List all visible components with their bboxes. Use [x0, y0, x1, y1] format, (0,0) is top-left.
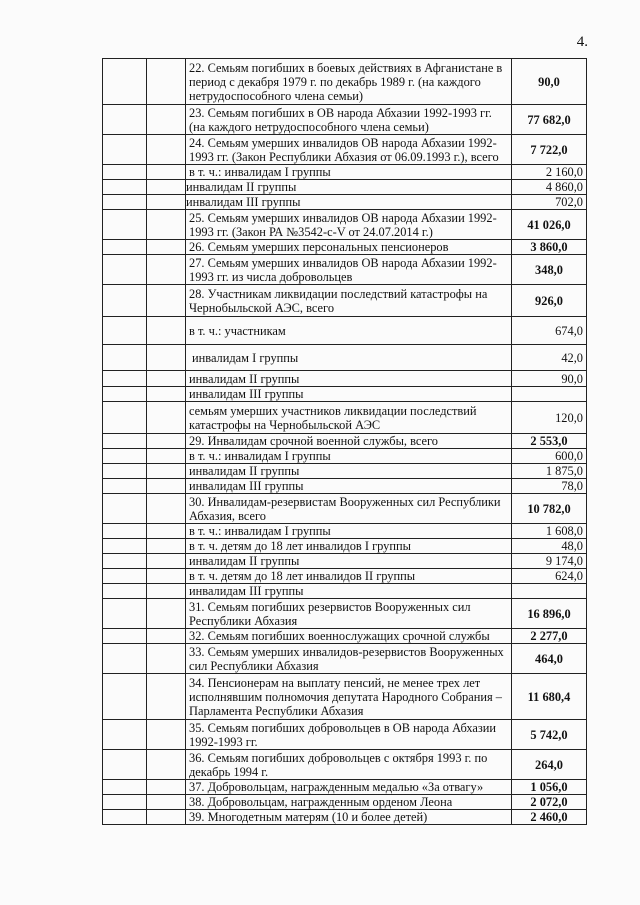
empty-cell: [103, 371, 147, 387]
row-amount: 674,0: [512, 317, 587, 345]
empty-cell: [147, 539, 186, 554]
row-description: 24. Семьям умерших инвалидов ОВ народа Абхазии 1992-1993 гг. (Закон Республики Абхазия от 06.09.1993 г.), всего: [186, 135, 512, 165]
table-row: [103, 449, 587, 464]
empty-cell: [147, 599, 186, 629]
empty-cell: [147, 810, 186, 825]
table-row: [103, 584, 587, 599]
empty-cell: [103, 795, 147, 810]
empty-cell: [147, 135, 186, 165]
empty-cell: [147, 105, 186, 135]
row-description: инвалидам II группы: [186, 554, 512, 569]
empty-cell: [103, 387, 147, 402]
row-description: 33. Семьям умерших инвалидов-резервистов Вооруженных сил Республики Абхазия: [186, 644, 512, 674]
empty-cell: [103, 494, 147, 524]
table-row: [103, 387, 587, 402]
empty-cell: [147, 387, 186, 402]
row-description: 34. Пенсионерам на выплату пенсий, не менее трех лет исполнявшим полномочия депутата Народного Собрания – Парламента Республики Абхазия: [186, 674, 512, 720]
table-row: [103, 210, 587, 240]
empty-cell: [103, 285, 147, 317]
empty-cell: [147, 371, 186, 387]
empty-cell: [103, 584, 147, 599]
table-row: [103, 464, 587, 479]
empty-cell: [147, 240, 186, 255]
table-row: [103, 810, 587, 825]
row-description: 36. Семьям погибших добровольцев с октября 1993 г. по декабрь 1994 г.: [186, 750, 512, 780]
table-row: [103, 255, 587, 285]
row-amount: 1 608,0: [512, 524, 587, 539]
row-amount: 90,0: [512, 371, 587, 387]
empty-cell: [103, 59, 147, 105]
table-row: [103, 371, 587, 387]
empty-cell: [147, 524, 186, 539]
empty-cell: [103, 240, 147, 255]
table-row: [103, 720, 587, 750]
row-description: инвалидам I группы: [186, 345, 512, 371]
empty-cell: [103, 195, 147, 210]
row-amount: [512, 584, 587, 599]
table-row: [103, 59, 587, 105]
row-description: в т. ч.: инвалидам I группы: [186, 449, 512, 464]
row-amount: 2 277,0: [512, 629, 587, 644]
budget-table: [102, 58, 587, 825]
row-description: 28. Участникам ликвидации последствий катастрофы на Чернобыльской АЭС, всего: [186, 285, 512, 317]
row-amount: 7 722,0: [512, 135, 587, 165]
empty-cell: [147, 285, 186, 317]
row-description: в т. ч. детям до 18 лет инвалидов I группы: [186, 539, 512, 554]
empty-cell: [103, 255, 147, 285]
row-amount: 10 782,0: [512, 494, 587, 524]
row-amount: 78,0: [512, 479, 587, 494]
empty-cell: [147, 569, 186, 584]
empty-cell: [147, 317, 186, 345]
row-description: инвалидам III группы: [186, 387, 512, 402]
empty-cell: [147, 720, 186, 750]
row-description: 30. Инвалидам-резервистам Вооруженных сил Республики Абхазия, всего: [186, 494, 512, 524]
row-amount: 41 026,0: [512, 210, 587, 240]
table-row: [103, 795, 587, 810]
row-amount: 11 680,4: [512, 674, 587, 720]
table-row: [103, 479, 587, 494]
empty-cell: [147, 345, 186, 371]
table-row: [103, 494, 587, 524]
empty-cell: [103, 644, 147, 674]
table-row: [103, 165, 587, 180]
empty-cell: [103, 464, 147, 479]
empty-cell: [147, 479, 186, 494]
empty-cell: [103, 569, 147, 584]
row-amount: 264,0: [512, 750, 587, 780]
empty-cell: [147, 180, 186, 195]
empty-cell: [103, 345, 147, 371]
empty-cell: [147, 402, 186, 434]
table-row: [103, 402, 587, 434]
table-row: [103, 750, 587, 780]
row-amount: 48,0: [512, 539, 587, 554]
row-description: 25. Семьям умерших инвалидов ОВ народа Абхазии 1992-1993 гг. (Закон РА №3542-с-V от 24.07.2014 г.): [186, 210, 512, 240]
row-description: 35. Семьям погибших добровольцев в ОВ народа Абхазии 1992-1993 гг.: [186, 720, 512, 750]
row-amount: 464,0: [512, 644, 587, 674]
empty-cell: [147, 464, 186, 479]
row-amount: 42,0: [512, 345, 587, 371]
empty-cell: [147, 674, 186, 720]
row-description: в т. ч.: инвалидам I группы: [186, 165, 512, 180]
row-description: инвалидам III группы: [186, 584, 512, 599]
empty-cell: [103, 105, 147, 135]
row-description: инвалидам II группы: [186, 180, 512, 195]
empty-cell: [103, 524, 147, 539]
table-row: [103, 629, 587, 644]
row-description: 39. Многодетным матерям (10 и более детей): [186, 810, 512, 825]
row-amount: 120,0: [512, 402, 587, 434]
row-description: семьям умерших участников ликвидации последствий катастрофы на Чернобыльской АЭС: [186, 402, 512, 434]
table-row: [103, 569, 587, 584]
row-description: в т. ч.: инвалидам I группы: [186, 524, 512, 539]
table-row: [103, 780, 587, 795]
empty-cell: [147, 449, 186, 464]
page-number: 4.: [576, 34, 588, 50]
table-row: [103, 180, 587, 195]
table-row: [103, 599, 587, 629]
empty-cell: [147, 584, 186, 599]
row-description: 38. Добровольцам, награжденным орденом Леона: [186, 795, 512, 810]
empty-cell: [147, 494, 186, 524]
empty-cell: [103, 810, 147, 825]
empty-cell: [103, 554, 147, 569]
empty-cell: [103, 449, 147, 464]
table-row: [103, 105, 587, 135]
row-amount: 2 460,0: [512, 810, 587, 825]
table-row: [103, 240, 587, 255]
row-amount: 4 860,0: [512, 180, 587, 195]
empty-cell: [103, 674, 147, 720]
row-description: 27. Семьям умерших инвалидов ОВ народа Абхазии 1992-1993 гг. из числа добровольцев: [186, 255, 512, 285]
empty-cell: [147, 750, 186, 780]
row-description: 29. Инвалидам срочной военной службы, всего: [186, 434, 512, 449]
row-amount: 3 860,0: [512, 240, 587, 255]
empty-cell: [103, 317, 147, 345]
row-amount: 2 072,0: [512, 795, 587, 810]
empty-cell: [103, 180, 147, 195]
row-description: 37. Добровольцам, награжденным медалью «За отвагу»: [186, 780, 512, 795]
empty-cell: [103, 135, 147, 165]
empty-cell: [147, 210, 186, 240]
row-amount: 2 160,0: [512, 165, 587, 180]
table-row: [103, 135, 587, 165]
table-row: [103, 285, 587, 317]
table-row: [103, 345, 587, 371]
empty-cell: [103, 599, 147, 629]
row-amount: 600,0: [512, 449, 587, 464]
row-description: 22. Семьям погибших в боевых действиях в Афганистане в период с декабря 1979 г. по декабрь 1989 г. (на каждого нетрудоспособного члена семьи): [186, 59, 512, 105]
row-description: 23. Семьям погибших в ОВ народа Абхазии 1992-1993 гг. (на каждого нетрудоспособного члена семьи): [186, 105, 512, 135]
empty-cell: [103, 720, 147, 750]
table-row: [103, 524, 587, 539]
budget-table-body: [103, 59, 587, 825]
empty-cell: [103, 434, 147, 449]
row-amount: 77 682,0: [512, 105, 587, 135]
table-row: [103, 674, 587, 720]
row-description: инвалидам II группы: [186, 371, 512, 387]
empty-cell: [103, 402, 147, 434]
empty-cell: [103, 479, 147, 494]
row-description: 26. Семьям умерших персональных пенсионеров: [186, 240, 512, 255]
empty-cell: [103, 165, 147, 180]
empty-cell: [147, 255, 186, 285]
row-description: инвалидам II группы: [186, 464, 512, 479]
empty-cell: [103, 780, 147, 795]
empty-cell: [147, 780, 186, 795]
row-amount: 5 742,0: [512, 720, 587, 750]
empty-cell: [147, 554, 186, 569]
row-amount: 348,0: [512, 255, 587, 285]
row-amount: 9 174,0: [512, 554, 587, 569]
empty-cell: [147, 629, 186, 644]
empty-cell: [147, 644, 186, 674]
table-row: [103, 644, 587, 674]
empty-cell: [147, 434, 186, 449]
empty-cell: [103, 210, 147, 240]
row-description: в т. ч. детям до 18 лет инвалидов II группы: [186, 569, 512, 584]
row-description: инвалидам III группы: [186, 479, 512, 494]
table-row: [103, 539, 587, 554]
row-amount: 90,0: [512, 59, 587, 105]
empty-cell: [103, 629, 147, 644]
row-description: 31. Семьям погибших резервистов Вооруженных сил Республики Абхазия: [186, 599, 512, 629]
row-amount: 1 875,0: [512, 464, 587, 479]
row-amount: 16 896,0: [512, 599, 587, 629]
row-amount: 2 553,0: [512, 434, 587, 449]
row-description: 32. Семьям погибших военнослужащих срочной службы: [186, 629, 512, 644]
table-row: [103, 434, 587, 449]
row-amount: [512, 387, 587, 402]
row-description: в т. ч.: участникам: [186, 317, 512, 345]
table-row: [103, 317, 587, 345]
row-amount: 624,0: [512, 569, 587, 584]
row-description: инвалидам III группы: [186, 195, 512, 210]
empty-cell: [147, 165, 186, 180]
table-row: [103, 554, 587, 569]
row-amount: 1 056,0: [512, 780, 587, 795]
empty-cell: [147, 59, 186, 105]
empty-cell: [103, 539, 147, 554]
row-amount: 926,0: [512, 285, 587, 317]
row-amount: 702,0: [512, 195, 587, 210]
empty-cell: [147, 195, 186, 210]
empty-cell: [103, 750, 147, 780]
empty-cell: [147, 795, 186, 810]
table-row: [103, 195, 587, 210]
